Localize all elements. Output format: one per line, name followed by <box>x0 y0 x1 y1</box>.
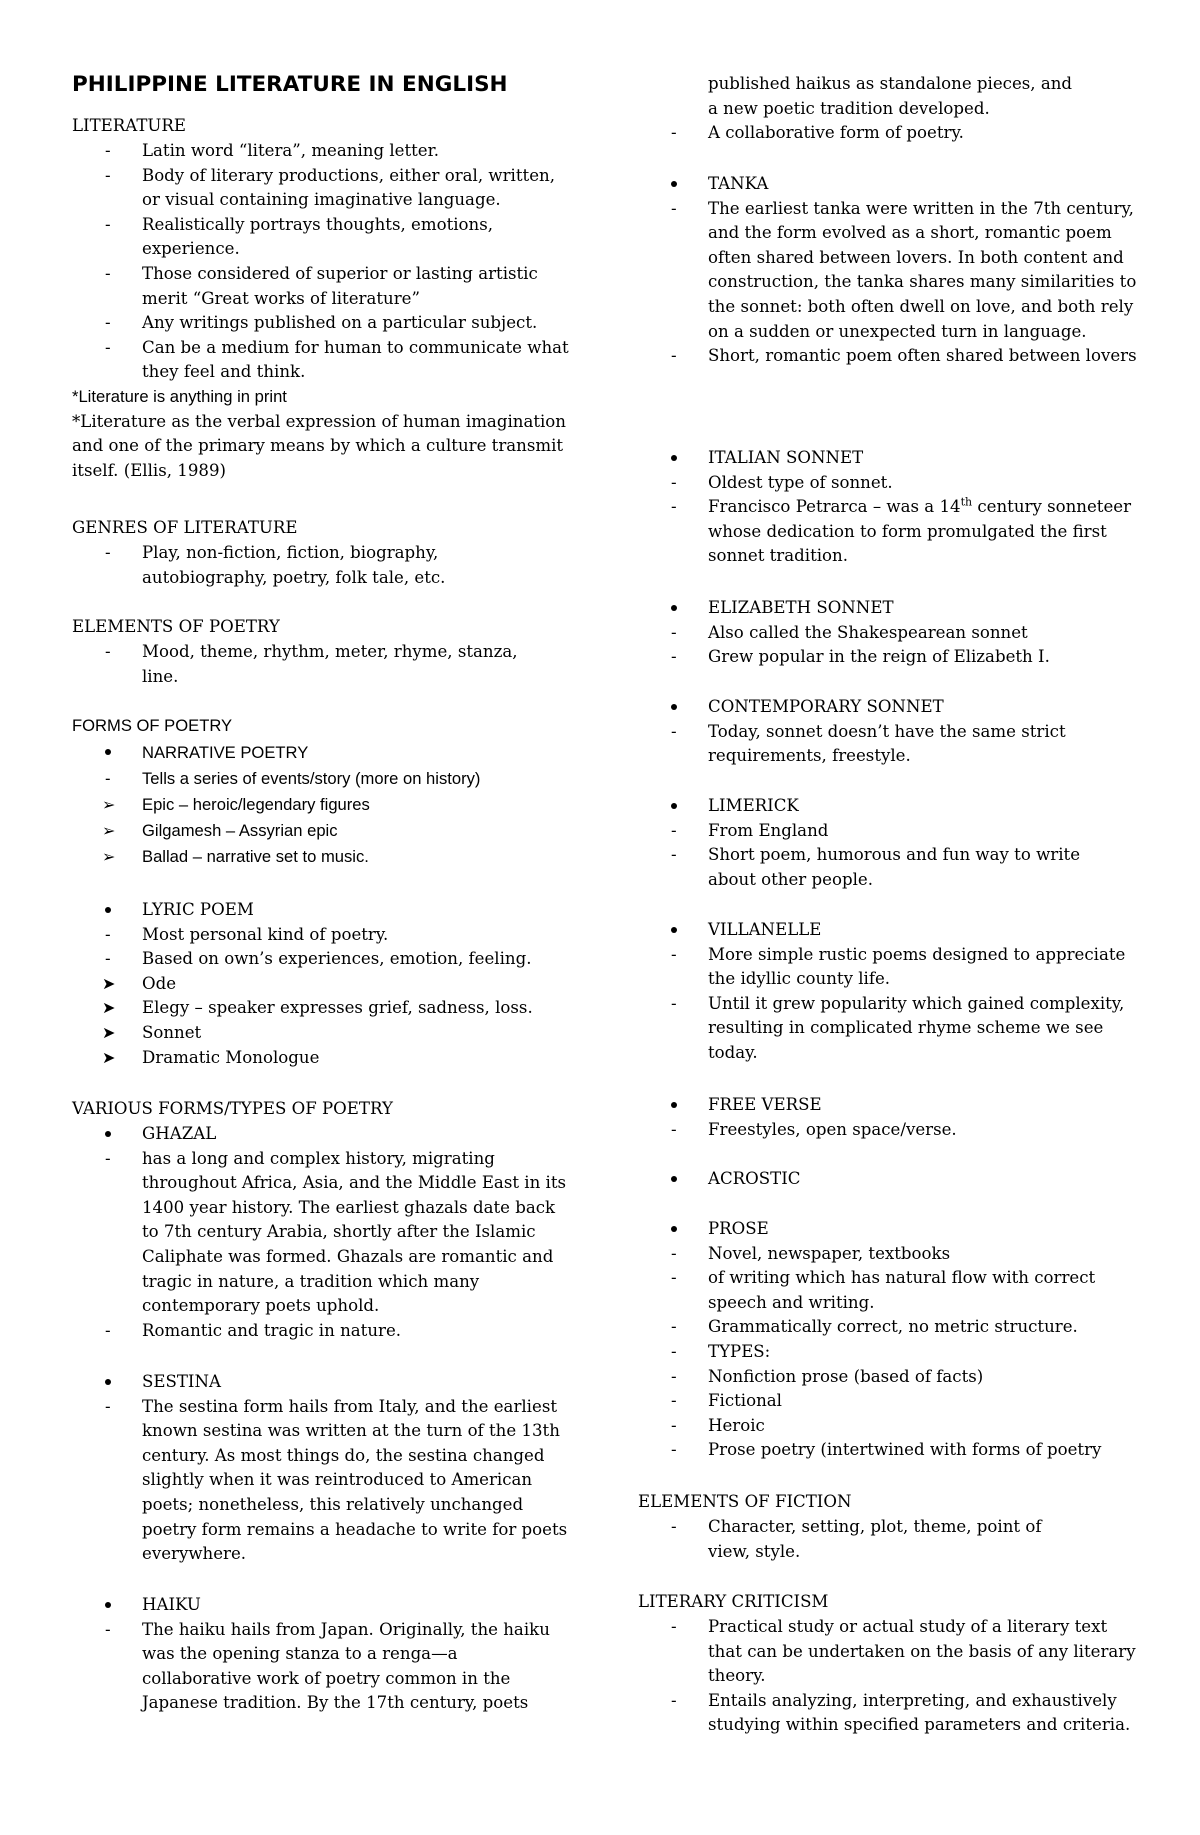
list-item: - Practical study or actual study of a literary text that can be undertaken on the basis of any literary theory. <box>671 1617 1136 1686</box>
list-item: - Heroic <box>671 1415 765 1435</box>
sub-item: ➤ Ode <box>102 973 177 993</box>
section-heading-various: VARIOUS FORMS/TYPES OF POETRY <box>72 1099 393 1118</box>
list-item: - Realistically portrays thoughts, emotions, experience. <box>105 214 494 259</box>
list-item: - Character, setting, plot, theme, point of view, style. <box>671 1517 1042 1561</box>
contemporary-sonnet-title: CONTEMPORARY SONNET <box>708 697 944 716</box>
haiku-title: HAIKU <box>142 1595 201 1614</box>
villanelle-block <box>638 918 1148 1066</box>
list-item: - Latin word “litera”, meaning letter. <box>105 141 440 160</box>
ghazal-block <box>72 1122 572 1343</box>
section-heading-forms: FORMS OF POETRY <box>72 716 233 735</box>
sestina-block <box>72 1370 572 1567</box>
list-item: - Play, non-fiction, fiction, biography, autobiography, poetry, folk tale, etc. <box>105 543 446 587</box>
section-heading-criticism: LITERARY CRITICISM <box>638 1592 829 1611</box>
list-item: - The sestina form hails from Italy, and the earliest known sestina was written at the turn of the 13th century. As most things do, the sestina changed slightly when it was reintroduced to American poets; nonetheless, this relatively unchanged poetry form remains a headache to write for poets everywhere. <box>105 1396 568 1564</box>
list-item: - Based on own’s experiences, emotion, feeling. <box>105 949 532 969</box>
section-heading-elements-fiction: ELEMENTS OF FICTION <box>638 1492 852 1511</box>
tanka-block <box>638 172 1148 369</box>
haiku-continued-text: published haikus as standalone pieces, and a new poetic tradition developed. <box>708 74 1073 118</box>
elements-fiction-list <box>638 1515 1088 1564</box>
list-item: - Francisco Petrarca – was a 14th century sonneteer whose dedication to form promulgated the first sonnet tradition. <box>671 495 1132 566</box>
section-heading-literature: LITERATURE <box>72 116 186 135</box>
prose-title: PROSE <box>708 1219 769 1238</box>
list-item: - Prose poetry (intertwined with forms of poetry <box>671 1440 1102 1460</box>
list-item: - TYPES: <box>671 1341 771 1361</box>
elizabeth-sonnet-block <box>638 596 1148 670</box>
page-title: PHILIPPINE LITERATURE IN ENGLISH <box>72 72 508 97</box>
prose-block <box>638 1217 1148 1463</box>
list-item: - Body of literary productions, either oral, written, or visual containing imaginative language. <box>105 165 555 210</box>
acrostic-block <box>638 1167 1148 1192</box>
list-item: - Can be a medium for human to communicate what they feel and think. <box>105 337 569 382</box>
list-item: - The earliest tanka were written in the 7th century, and the form evolved as a short, romantic poem often shared between lovers. In both content and construction, the tanka shares many similarities to the sonnet: both often dwell on love, and both rely on a sudden or unexpected turn in language. <box>671 198 1137 341</box>
haiku-continued <box>638 72 1078 146</box>
ghazal-title: GHAZAL <box>142 1124 217 1143</box>
list-item: - Tells a series of events/story (more on history) <box>105 769 481 788</box>
section-heading-elements-poetry: ELEMENTS OF POETRY <box>72 617 280 636</box>
sub-item: ➤ Elegy – speaker expresses grief, sadness, loss. <box>102 998 533 1018</box>
sub-item: ➤ Dramatic Monologue <box>102 1047 320 1067</box>
free-verse-title: FREE VERSE <box>708 1095 822 1114</box>
haiku-block <box>72 1593 572 1716</box>
list-item: - Grew popular in the reign of Elizabeth I. <box>671 647 1050 667</box>
genres-list <box>72 541 542 590</box>
elizabeth-sonnet-title: ELIZABETH SONNET <box>708 598 894 617</box>
list-item: - has a long and complex history, migrating throughout Africa, Asia, and the Middle East in its 1400 year history. The earliest ghazals date back to 7th century Arabia, shortly after the Islamic Caliphate was formed. Ghazals are romantic and tragic in nature, a tradition which many contemporary poets uphold. <box>105 1148 567 1316</box>
list-item: - Entails analyzing, interpreting, and exhaustively studying within specified parameters and criteria. <box>671 1690 1131 1735</box>
list-item: - Grammatically correct, no metric structure. <box>671 1317 1078 1337</box>
list-item: - Fictional <box>671 1391 782 1411</box>
sub-item: ➢ Ballad – narrative set to music. <box>102 847 369 866</box>
acrostic-title: ACROSTIC <box>708 1169 801 1188</box>
section-heading-genres: GENRES OF LITERATURE <box>72 518 298 537</box>
narrative-poetry-title: NARRATIVE POETRY <box>142 743 309 762</box>
free-verse-block <box>638 1093 1148 1142</box>
list-item: - Short, romantic poem often shared between lovers <box>671 346 1137 366</box>
limerick-block <box>638 794 1088 892</box>
list-item: - Freestyles, open space/verse. <box>671 1119 957 1139</box>
list-item: - The haiku hails from Japan. Originally, the haiku was the opening stanza to a renga—a collaborative work of poetry common in the Japanese tradition. By the 17th century, poets <box>105 1619 550 1713</box>
list-item: - Nonfiction prose (based of facts) <box>671 1366 984 1386</box>
criticism-list <box>638 1615 1138 1738</box>
lyric-poem-block <box>72 898 572 1070</box>
sub-item: ➢ Gilgamesh – Assyrian epic <box>102 821 338 840</box>
contemporary-sonnet-block <box>638 695 1088 769</box>
narrative-poetry-block <box>72 740 572 870</box>
sestina-title: SESTINA <box>142 1372 221 1391</box>
list-item: - A collaborative form of poetry. <box>671 123 964 143</box>
list-item: - From England <box>671 820 829 840</box>
list-item: - Also called the Shakespearean sonnet <box>671 622 1028 642</box>
lyric-poem-title: LYRIC POEM <box>142 900 254 919</box>
villanelle-title: VILLANELLE <box>708 920 822 939</box>
italian-sonnet-title: ITALIAN SONNET <box>708 448 864 467</box>
tanka-title: TANKA <box>708 174 769 193</box>
limerick-title: LIMERICK <box>708 796 799 815</box>
italian-sonnet-block <box>638 446 1148 569</box>
list-item: - Those considered of superior or lasting artistic merit “Great works of literature” <box>105 263 538 308</box>
sub-item: ➤ Sonnet <box>102 1022 202 1042</box>
list-item: - Any writings published on a particular subject. <box>105 313 538 333</box>
list-item: - Romantic and tragic in nature. <box>105 1320 402 1340</box>
list-item: - Most personal kind of poetry. <box>105 924 389 944</box>
list-item: - Oldest type of sonnet. <box>671 472 893 492</box>
elements-poetry-list <box>72 640 542 689</box>
list-item: - More simple rustic poems designed to appreciate the idyllic county life. <box>671 944 1126 989</box>
list-item: - Short poem, humorous and fun way to write about other people. <box>671 845 1081 889</box>
literature-note-2: *Literature as the verbal expression of human imagination and one of the primary means by which a culture transmit itself. (Ellis, 1989) <box>72 411 566 480</box>
sub-item: ➢ Epic – heroic/legendary figures <box>102 795 370 814</box>
list-item: - of writing which has natural flow with correct speech and writing. <box>671 1268 1096 1312</box>
list-item: - Novel, newspaper, textbooks <box>671 1243 951 1263</box>
list-item: - Today, sonnet doesn’t have the same strict requirements, freestyle. <box>671 721 1066 766</box>
literature-list <box>72 139 572 483</box>
list-item: - Until it grew popularity which gained complexity, resulting in complicated rhyme scheme we see today. <box>671 993 1125 1062</box>
literature-note-1: *Literature is anything in print <box>72 386 287 406</box>
list-item: - Mood, theme, rhythm, meter, rhyme, stanza, line. <box>105 642 518 686</box>
